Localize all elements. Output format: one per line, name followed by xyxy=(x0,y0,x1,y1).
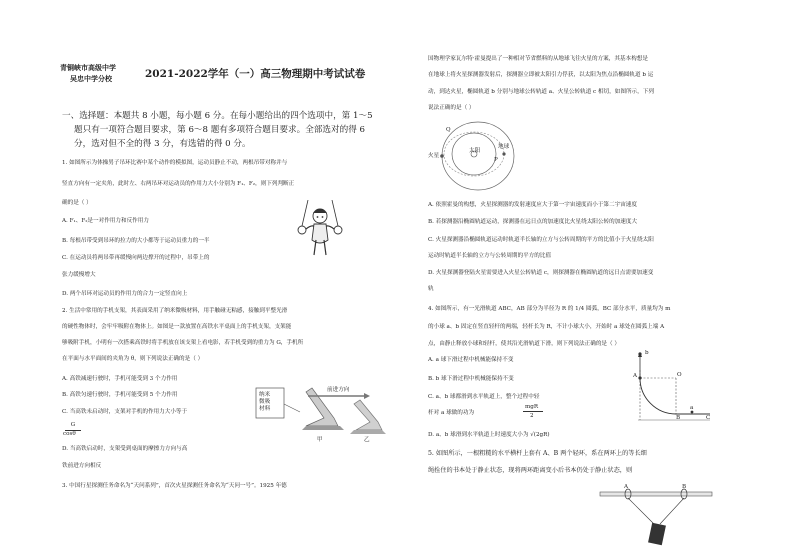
fig-label-jia: 甲 xyxy=(317,437,323,443)
q2-line-1: 2. 生活中常用的手机支架，其表面采用了纳米微吸材料，用手触碰无粘感，接触到平整光滑 xyxy=(62,308,288,314)
q2-option-b: B. 高铁匀速行驶时，手机可能受到 5 个力作用 xyxy=(62,392,178,398)
q2-fraction-denominator: cosθ xyxy=(63,431,76,437)
q1-option-c: C. 在运动员将两吊带再缓慢向两边撑开的过程中，吊带上的 xyxy=(62,255,210,261)
q4-option-a: A. a 球下滑过程中机械能保持不变 xyxy=(428,357,514,363)
q4-option-d: D. a、b 球滑到水平轨道上时速度大小为 √(2gR) xyxy=(428,432,550,438)
q1-option-c-cont: 张力缓慢增大 xyxy=(62,272,96,278)
school-name: 青铜峡市高级中学 xyxy=(60,63,116,72)
orbit-label-sun: 太阳 xyxy=(469,148,481,154)
orbit-figure xyxy=(428,116,520,194)
section1-line-2: 题只有一项符合题目要求，第 6～8 题有多项符合题目要求。全部选对的得 6 xyxy=(74,125,366,135)
q3-option-c-cont: 运动时轨道半长轴的立方与公转周期的平方的比值 xyxy=(428,253,552,259)
q3-intro-3: 动，到达火星，椭圆轨道 b 分别与地球公转轨道 a、火星公转轨道 c 相切，如图所示，下列 xyxy=(428,89,654,95)
q1-line-3: 确的是（ ） xyxy=(62,200,92,206)
section1-line-3: 分，选对但不全的得 3 分，有选错的得 0 分。 xyxy=(74,139,251,149)
q4-option-c: C. a、b 球都滑到水平轨道上，整个过程中轻 xyxy=(428,394,540,400)
q3-intro-1: 国物理学家瓦尔特·霍曼提出了一种相对节省燃料的从地球飞往火星的方案，其基本构想是 xyxy=(428,56,648,62)
orbit-label-q: Q xyxy=(446,127,451,133)
fig-label-yi: 乙 xyxy=(364,437,370,443)
rod-label-b: B xyxy=(682,484,687,490)
q2-option-c: C. 当高铁未启动时，支架对手机的作用力大小等于 xyxy=(62,409,188,415)
q4-option-c-cont: 杆对 a 球做的功为 xyxy=(428,410,475,416)
track-label-b-point: B xyxy=(676,415,681,421)
q4-line-1: 4. 如图所示，有一光滑轨道 ABC，AB 部分为半径为 R 的 1/4 圆弧，BC 部分水平，质量均为 m xyxy=(428,306,671,312)
orbit-label-mars: 火星 xyxy=(428,153,440,159)
fig-label-nano: 纳米 xyxy=(259,392,271,398)
orbit-label-earth: 地球 xyxy=(498,144,510,150)
q3-option-c: C. 火星探测器沿椭圆轨道运动时轨道半长轴的立方与公转周期的平方的比值小于火星绕太阳 xyxy=(428,237,654,243)
q4-work-numerator: mgR xyxy=(525,404,539,410)
q3-option-d: D. 火星探测器登陆火星需要进入火星公转轨道 c，则探测器在椭圆轨道的远日点需要加速变 xyxy=(428,270,654,276)
fraction-bar xyxy=(523,411,543,412)
q5-line-2: 绳拴住的书本处于静止状态，现将两环距离变小后书本仍处于静止状态，则 xyxy=(428,467,633,474)
track-label-c-point: C xyxy=(706,415,711,421)
q4-work-denominator: 2 xyxy=(530,413,534,419)
q3-line-1: 3. 中国行星探测任务命名为“天问系列”，首次火星探测任务命名为“天问一号”。1925 年德 xyxy=(62,483,287,489)
orbit-label-p: P xyxy=(494,157,498,163)
track-label-o: O xyxy=(677,372,682,378)
q3-option-d-cont: 轨 xyxy=(428,286,434,292)
rod-label-a: A xyxy=(624,484,629,490)
section1-line-1: 一、选择题：本题共 8 小题，每小题 6 分。在每小题给出的四个选项中，第 1～5 xyxy=(62,111,373,121)
track-label-a-ball: a xyxy=(690,405,694,411)
q4-option-b: B. b 球下滑过程中机械能保持不变 xyxy=(428,376,514,382)
q2-fraction-numerator: G xyxy=(70,422,76,428)
q2-option-d-cont: 铁前进方向相反 xyxy=(62,463,102,469)
q1-line-2: 竖直方向有一定夹角，此时左、右两吊环对运动员的作用力大小分别为 F₁、F₂，则下列判断正 xyxy=(62,181,295,187)
q3-option-b: B. 若探测器沿椭圆轨道运动，探测器在远日点的加速度比火星绕太阳公转的加速度大 xyxy=(428,219,638,225)
fig-label-micro: 微吸 xyxy=(259,399,271,405)
q3-intro-2: 在地球上将火星探测器发射后，探测器立即被太阳引力俘获，以太阳为焦点沿椭圆轨道 b 运 xyxy=(428,72,654,78)
track-label-b-ball: b xyxy=(645,350,649,356)
q3-option-a: A. 依照霍曼的构想，火星探测器的发射速度应大于第一宇宙速度而小于第二宇宙速度 xyxy=(428,202,637,208)
q2-option-d: D. 当高铁启动时，支架受到桌面的摩擦力方向与高 xyxy=(62,446,188,452)
fig-label-forward: 前进方向 xyxy=(327,387,350,393)
track-figure xyxy=(630,348,712,430)
q2-line-4: 在平面与水平面间的夹角为 θ，则下列说法正确的是（ ） xyxy=(62,356,204,362)
q4-line-3: 点，由静止释放小球和轻杆，使其沿光滑轨道下滑，则下列说法正确的是（ ） xyxy=(428,341,620,347)
q4-line-2: 的小球 a、b 固定在竖直轻杆的两端，轻杆长为 R，不计小球大小，开始时 a 球处在圆弧上端 A xyxy=(428,324,665,330)
track-label-a-point: A xyxy=(633,373,638,379)
q5-line-1: 5. 如图所示，一根粗糙的水平横杆上套有 A、B 两个轻环，系在两环上的等长细 xyxy=(428,450,647,457)
q2-line-3: 够吸附手机，小明有一次搭乘高铁时将手机放在该支架上看电影，若手机受到的重力为 G，手机所 xyxy=(62,340,304,346)
q2-line-2: 的硬性物体时，会牢牢吸附在物体上。如图是一款放置在高铁水平桌面上的手机支架，支架能 xyxy=(62,324,292,330)
q1-option-a: A. F₁、F₂是一对作用力和反作用力 xyxy=(62,218,149,224)
fig-label-material: 材料 xyxy=(259,406,271,412)
q1-option-d: D. 两个吊环对运动员的作用力的合力一定竖直向上 xyxy=(62,291,188,297)
q1-option-b: B. 每根吊带受到吊环的拉力的大小都等于运动员重力的一半 xyxy=(62,238,210,244)
campus-name: 吴忠中学分校 xyxy=(70,74,112,83)
gymnast-rings-figure xyxy=(290,200,352,258)
rod-book-figure xyxy=(598,482,714,550)
exam-title: 2021-2022学年（一）高三物理期中考试试卷 xyxy=(145,68,366,80)
q1-line-1: 1. 如图所示为体操男子吊环比赛中某个动作的模拟图，运动员静止不动，两根吊带对称并与 xyxy=(62,160,288,166)
q2-option-a: A. 高铁减速行驶时，手机可能受到 3 个力作用 xyxy=(62,376,178,382)
q3-intro-4: 说法正确的是（ ） xyxy=(428,105,475,111)
